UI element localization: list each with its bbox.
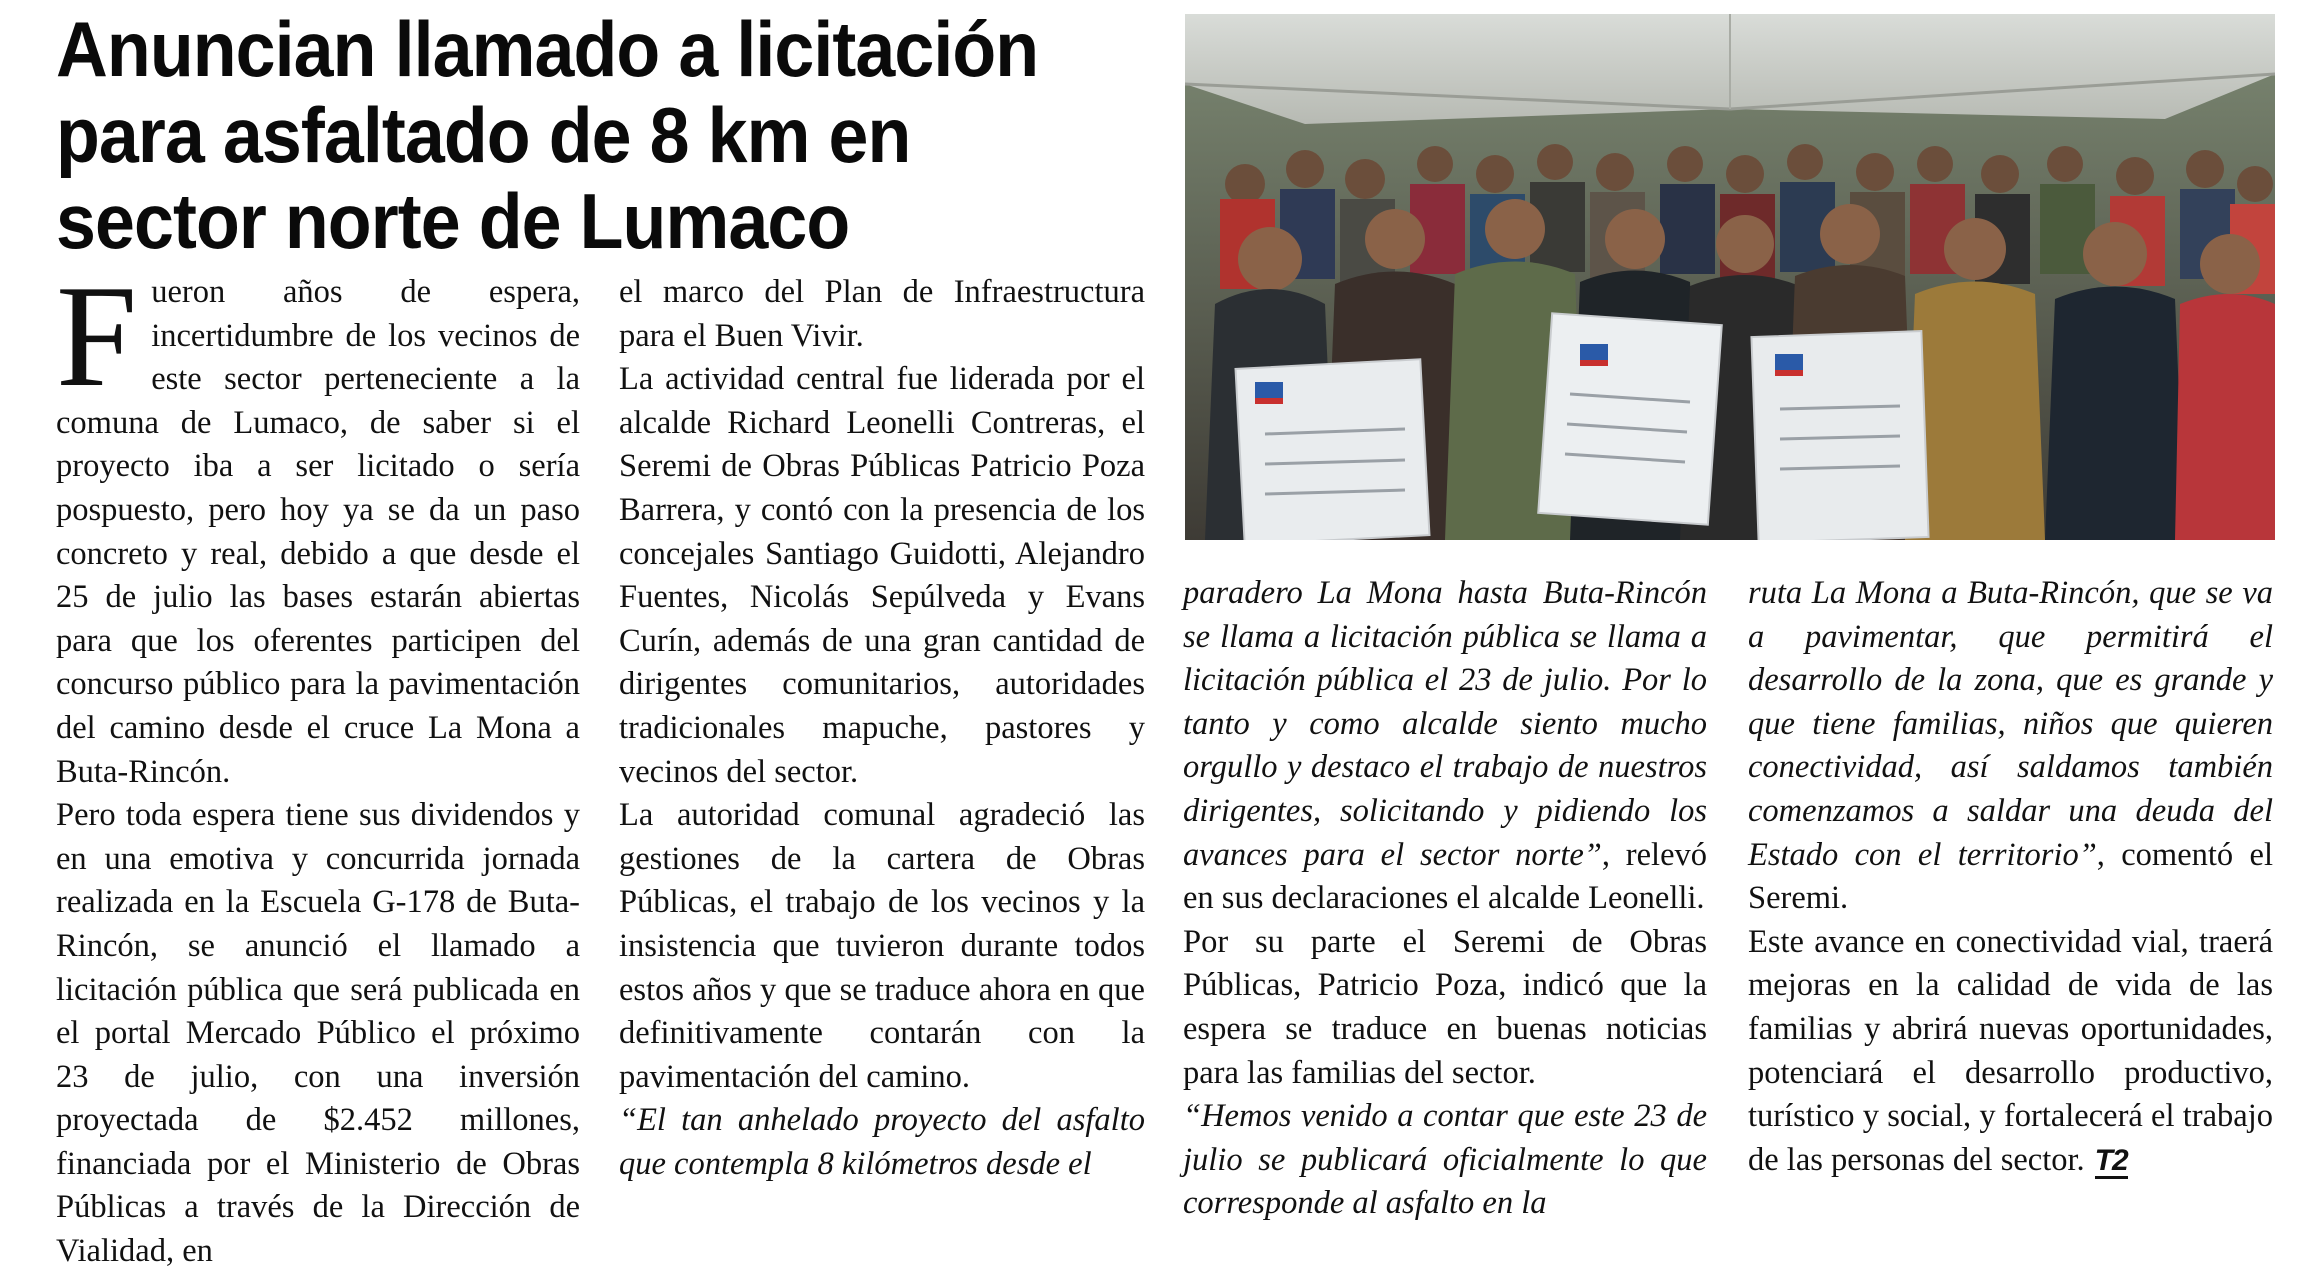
article-paragraph: paradero La Mona hasta Buta-Rincón se llama a licitación pública se llama a licitación pública el 23 de julio. Por lo tanto y como alcalde siento mucho orgullo y destaco el trabajo de nuestros dirigentes, solicitando y pidiendo los avances para el sector norte”, relevó en sus declaraciones el alcalde Leonelli. — [1183, 575, 1707, 917]
article-paragraph: Pero toda espera tiene sus dividendos y en una emotiva y concurrida jornada realizada en la Escuela G-178 de Buta-Rincón, se anunció el llamado a licitación pública que será publicada en el portal Mercado Público el próximo 23 de julio, con una inversión proyectada de $2.452 millones, financiada por el Ministerio de Obras Públicas a través de la Dirección de Vialidad, en — [56, 797, 580, 1270]
article-paragraph: La autoridad comunal agradeció las gestiones de la cartera de Obras Públicas, el trabajo de los vecinos y la insistencia que tuvieron durante todos estos años y que se traduce ahora en que definitivamente contarán con la pavimentación del camino. — [619, 797, 1145, 1095]
quote-paragraph: “El tan anhelado proyecto del asfalto que contempla 8 kilómetros desde el — [619, 1102, 1145, 1182]
article-paragraph: Por su parte el Seremi de Obras Públicas, Patricio Poza, indicó que la espera se traduce en buenas noticias para las familias del sector. — [1183, 923, 1707, 1091]
article-paragraph: el marco del Plan de Infraestructura para el Buen Vivir. — [619, 274, 1145, 354]
publication-logo: T2 — [2094, 1143, 2128, 1177]
article-column-2 — [619, 271, 1145, 1186]
quote-text: ruta La Mona a Buta-Rincón, que se va a pavimentar, que permitirá el desarrollo de la zona, que es grande y que tiene familias, niños que quieren conectividad, así saldamos también comenzamos a saldar una deuda del Estado con el territorio” — [1748, 575, 2273, 873]
group-photo-illustration — [1185, 14, 2275, 540]
drop-cap: F — [56, 255, 138, 417]
article-column-3 — [1183, 572, 1707, 1226]
headline: Anuncian llamado a licitación para asfaltado de 8 km en sector norte de Lumaco — [56, 5, 1039, 265]
article-paragraph: La actividad central fue liderada por el alcalde Richard Leonelli Contreras, el Seremi de Obras Públicas Patricio Poza Barrera, y contó con la presencia de los concejales Santiago Guidotti, Alejandro Fuentes, Nicolás Sepúlveda y Evans Curín, además de una gran cantidad de dirigentes comunitarios, autoridades tradicionales mapuche, pastores y vecinos del sector. — [619, 361, 1145, 790]
article-paragraph: ruta La Mona a Buta-Rincón, que se va a pavimentar, que permitirá el desarrollo de la zona, que es grande y que tiene familias, niños que quieren conectividad, así saldamos también comenzamos a saldar una deuda del Estado con el territorio”, comentó el Seremi. — [1748, 575, 2273, 917]
quote-text: paradero La Mona hasta Buta-Rincón se llama a licitación pública se llama a licitación pública el 23 de julio. Por lo tanto y como alcalde siento mucho orgullo y destaco el trabajo de nuestros dirigentes, solicitando y pidiendo los avances para el sector norte” — [1183, 575, 1707, 873]
article-paragraph: Fueron años de espera, incertidumbre de los vecinos de este sector perteneciente a la comuna de Lumaco, de saber si el proyecto iba a ser licitado o sería pospuesto, pero hoy ya se da un paso concreto y real, debido a que desde el 25 de julio las bases estarán abiertas para que los oferentes participen del concurso público para la pavimentación del camino desde el cruce La Mona a Buta-Rincón. — [56, 255, 580, 790]
news-photo — [1185, 14, 2275, 540]
article-paragraph: Este avance en conectividad vial, traerá mejoras en la calidad de vida de las familias y abrirá nuevas oportunidades, potenciará el desarrollo productivo, turístico y social, y fortalecerá el trabajo de las personas del sector. T2 — [1748, 923, 2273, 1178]
quote-paragraph: “Hemos venido a contar que este 23 de julio se publicará oficialmente lo que corresponde al asfalto en la — [1183, 1098, 1707, 1222]
article-column-1 — [56, 255, 580, 1274]
article-column-4 — [1748, 572, 2273, 1182]
